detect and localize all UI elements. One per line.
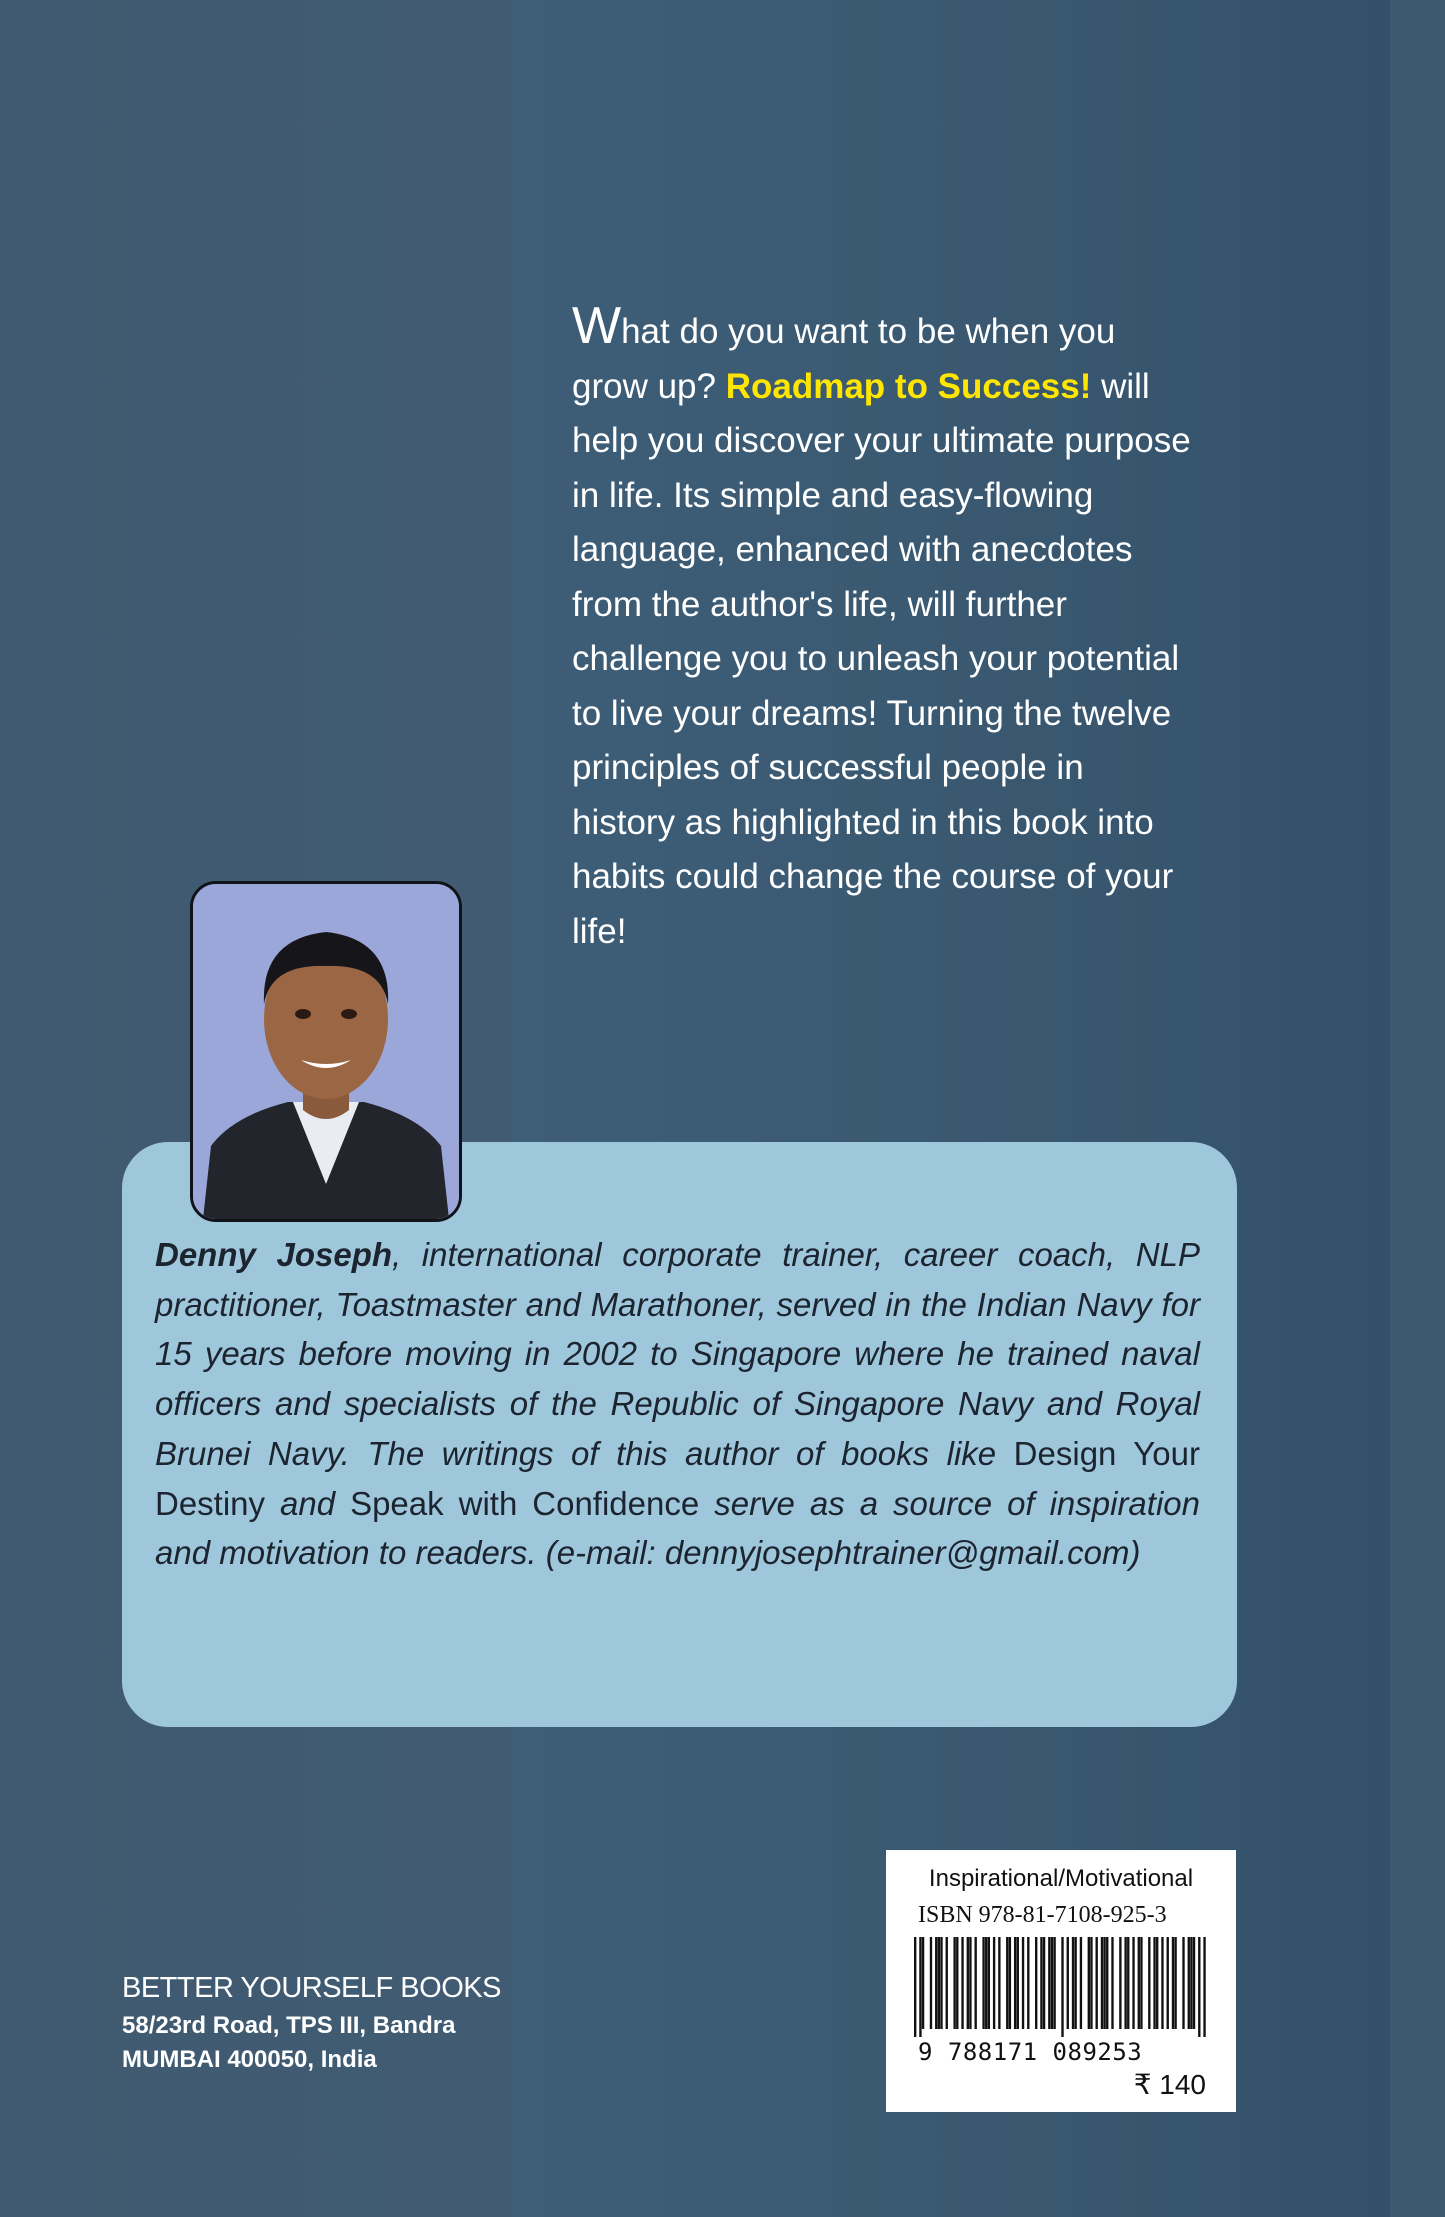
blurb-text-2: will help you discover your ultimate purpose in life. Its simple and easy-flowing language, enhanced with anecdotes from the author's life, will further challenge you to unleash your potential to live your dreams! Turning the twelve principles of successful people in history as highlighted in this book into habits could change the course of your life!	[572, 366, 1191, 951]
book-title-2: Speak with Confidence	[350, 1484, 700, 1522]
cover-edge	[1390, 0, 1445, 2217]
barcode-number: 9 788171 089253	[918, 2038, 1143, 2066]
author-name: Denny Joseph	[155, 1236, 393, 1273]
bio-text-3: serve as a source of inspiration and motivation to readers. (e-mail: dennyjosephtrainer@gmail.com)	[155, 1484, 1200, 1572]
publisher-info	[122, 1972, 501, 2077]
drop-letter: W	[572, 297, 622, 355]
book-title-highlight: Roadmap to Success!	[725, 366, 1092, 406]
bio-text-1: , international corporate trainer, career coach, NLP practitioner, Toastmaster and Marathoner, served in the Indian Navy for 15 years before moving in 2002 to Singapore where he trained naval officers and specialists of the Republic of Singapore Navy and Royal Brunei Navy. The writings of this author of books like	[155, 1236, 1200, 1472]
book-title-1: Design Your Destiny	[155, 1434, 1200, 1522]
publisher-address-2: MUMBAI 400050, India	[122, 2046, 377, 2073]
bio-text-2: and	[265, 1484, 351, 1522]
publisher-name: BETTER YOURSELF BOOKS	[122, 1972, 501, 2004]
category-label: Inspirational/Motivational	[928, 1865, 1194, 1892]
barcode-icon	[914, 1937, 1206, 2037]
isbn-text: ISBN 978-81-7108-925-3	[918, 1902, 1167, 1928]
blurb-text-1: hat do you want to be when you grow up?	[572, 312, 1116, 406]
barcode-label	[886, 1850, 1236, 2112]
author-photo	[190, 881, 462, 1222]
blurb	[572, 297, 1192, 959]
publisher-address-1: 58/23rd Road, TPS III, Bandra	[122, 2012, 456, 2039]
price: ₹ 140	[1133, 2069, 1206, 2100]
author-bio	[155, 1230, 1200, 1578]
